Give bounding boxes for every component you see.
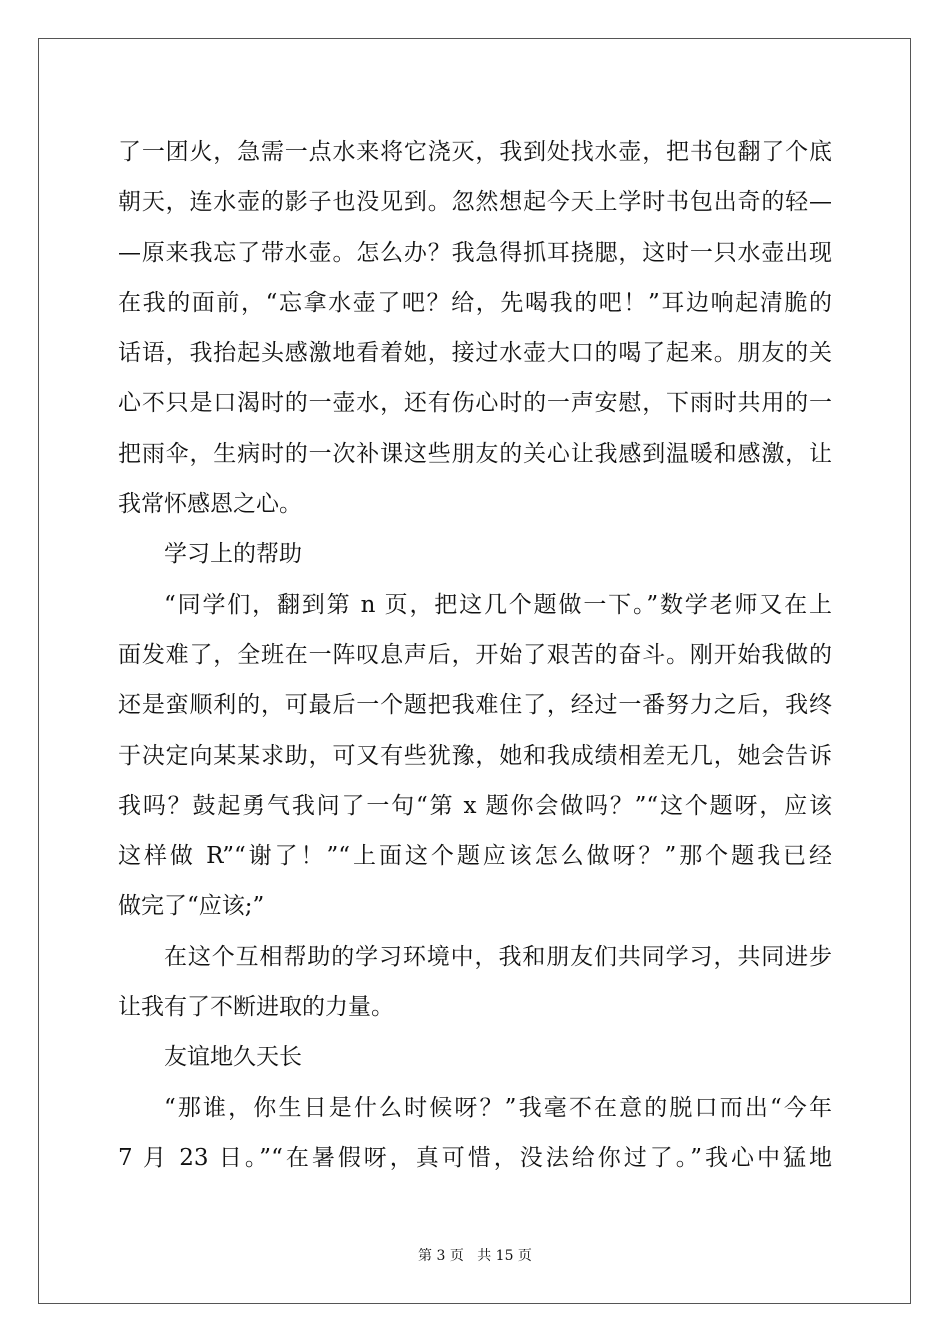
text-line: 于决定向某某求助，可又有些犹豫，她和我成绩相差无几，她会告诉 <box>118 742 832 769</box>
text-line: 朝天，连水壶的影子也没见到。忽然想起今天上学时书包出奇的轻— <box>118 189 832 216</box>
text-line: 在这个互相帮助的学习环境中，我和朋友们共同学习，共同进步 <box>164 943 832 970</box>
text-line: 7 月 23 日。”“在暑假呀，真可惜，没法给你过了。”我心中猛地 <box>118 1144 832 1171</box>
text-line: 做完了“应该;” <box>118 893 265 920</box>
page-total: 共 15 页 <box>477 1248 532 1264</box>
page-footer <box>0 1245 950 1265</box>
section-heading: 学习上的帮助 <box>164 541 302 568</box>
text-line: 让我有了不断进取的力量。 <box>118 994 394 1021</box>
text-line: 这样做 R”“谢了！”“上面这个题应该怎么做呀？”那个题我已经 <box>118 843 832 870</box>
text-line: “同学们，翻到第 n 页，把这几个题做一下。”数学老师又在上 <box>164 591 832 618</box>
document-body <box>118 127 832 1183</box>
text-line: —原来我忘了带水壶。怎么办？我急得抓耳挠腮，这时一只水壶出现 <box>118 239 832 266</box>
page-number: 第 3 页 <box>418 1248 464 1264</box>
section-heading: 友谊地久天长 <box>164 1044 302 1071</box>
text-line: “那谁，你生日是什么时候呀？”我毫不在意的脱口而出“今年 <box>164 1094 832 1121</box>
text-line: 心不只是口渴时的一壶水，还有伤心时的一声安慰，下雨时共用的一 <box>118 390 832 417</box>
text-line: 话语，我抬起头感激地看着她，接过水壶大口的喝了起来。朋友的关 <box>118 340 832 367</box>
text-line: 了一团火，急需一点水来将它浇灭，我到处找水壶，把书包翻了个底 <box>118 139 832 165</box>
text-line: 在我的面前，“忘拿水壶了吧？给，先喝我的吧！”耳边响起清脆的 <box>118 289 832 316</box>
text-line: 把雨伞，生病时的一次补课这些朋友的关心让我感到温暖和感激，让 <box>118 440 832 467</box>
text-line: 面发难了，全班在一阵叹息声后，开始了艰苦的奋斗。刚开始我做的 <box>118 641 832 668</box>
text-line: 还是蛮顺利的，可最后一个题把我难住了，经过一番努力之后，我终 <box>118 692 832 719</box>
text-line: 我吗？鼓起勇气我问了一句“第 x 题你会做吗？”“这个题呀，应该 <box>118 792 832 819</box>
text-line: 我常怀感恩之心。 <box>118 491 302 518</box>
